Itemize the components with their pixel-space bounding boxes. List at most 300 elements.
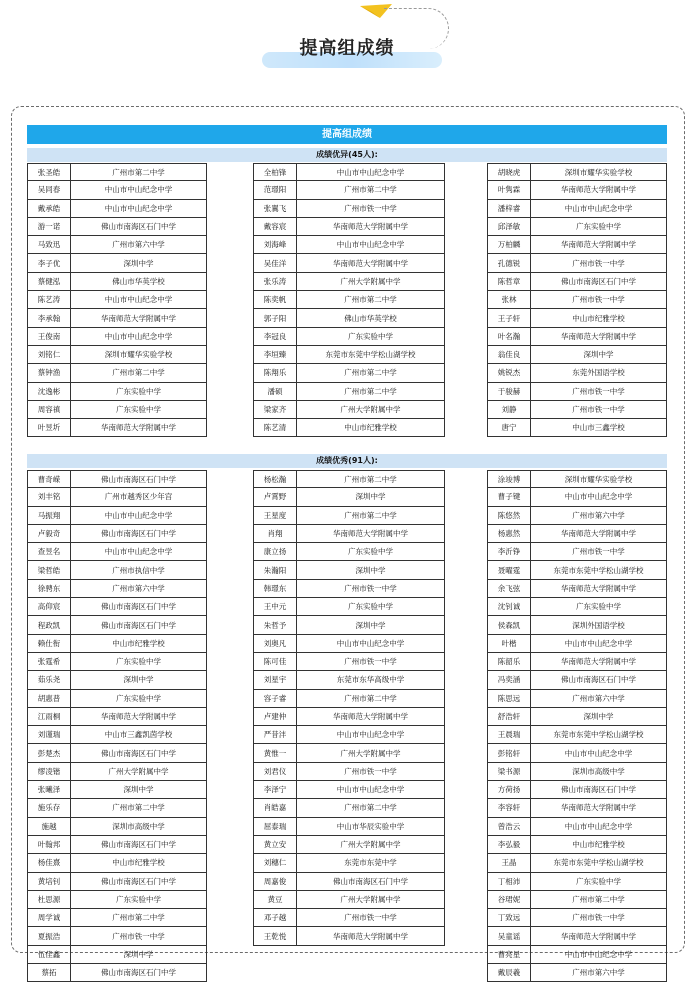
student-name: 李冠良 bbox=[254, 328, 297, 345]
student-name: 卢毅奇 bbox=[28, 525, 71, 542]
table-row bbox=[487, 561, 667, 579]
student-name: 李垣臻 bbox=[254, 346, 297, 363]
school-name: 中山市中山纪念中学 bbox=[336, 240, 405, 250]
student-name: 陈翔乐 bbox=[254, 364, 297, 381]
school-name: 华南师范大学附属中学 bbox=[561, 331, 636, 341]
table-row bbox=[487, 163, 667, 181]
school-name: 广东实验中学 bbox=[116, 405, 161, 414]
table-row bbox=[487, 254, 667, 272]
school-name: 广州市第六中学 bbox=[572, 510, 625, 520]
table-row bbox=[487, 635, 667, 653]
table-row bbox=[253, 671, 445, 689]
student-name: 沈钊诚 bbox=[488, 598, 531, 615]
school-name: 广东实验中学 bbox=[116, 693, 161, 703]
table-row bbox=[27, 818, 207, 836]
student-name: 韩璟东 bbox=[254, 580, 297, 597]
school-name: 深圳市高级中学 bbox=[112, 821, 165, 831]
table-row bbox=[27, 598, 207, 616]
table-row bbox=[27, 200, 207, 218]
school-name: 中山市中山纪念中学 bbox=[564, 821, 633, 831]
student-name: 王俊南 bbox=[28, 328, 71, 345]
student-name: 朱瀚阳 bbox=[254, 561, 297, 578]
table-row bbox=[27, 470, 207, 488]
school-name: 东莞市东华高级中学 bbox=[336, 675, 405, 685]
student-name: 赖仕衔 bbox=[28, 635, 71, 652]
table-row bbox=[253, 525, 445, 543]
student-name: 杨松瀚 bbox=[254, 471, 297, 487]
table-row bbox=[253, 488, 445, 506]
table-row bbox=[27, 927, 207, 945]
student-name: 于骏赫 bbox=[488, 383, 531, 400]
school-name: 广州大学附属中学 bbox=[340, 748, 401, 758]
table-row bbox=[487, 616, 667, 634]
student-name: 潘梓睿 bbox=[488, 200, 531, 217]
table-row bbox=[27, 291, 207, 309]
student-name: 梁书源 bbox=[488, 763, 531, 780]
school-name: 广州市铁一中学 bbox=[572, 386, 625, 396]
table-row bbox=[487, 507, 667, 525]
student-name: 梁哲皓 bbox=[28, 561, 71, 578]
student-name: 黄培钊 bbox=[28, 873, 71, 890]
table-row bbox=[253, 163, 445, 181]
school-name: 广州市铁一中学 bbox=[344, 913, 397, 923]
school-name: 华南师范大学附属中学 bbox=[561, 240, 636, 250]
student-name: 黄惟一 bbox=[254, 744, 297, 761]
table-row bbox=[253, 254, 445, 272]
school-name: 深圳外国语学校 bbox=[572, 620, 625, 630]
table-row bbox=[487, 236, 667, 254]
student-name: 伍佳鑫 bbox=[28, 946, 71, 963]
school-name: 广东实验中学 bbox=[348, 602, 393, 612]
student-name: 叶隽霖 bbox=[488, 181, 531, 198]
student-name: 侯森凯 bbox=[488, 616, 531, 633]
school-name: 中山市中山纪念中学 bbox=[104, 203, 173, 213]
table-row bbox=[253, 854, 445, 872]
table-row bbox=[253, 726, 445, 744]
table-row bbox=[253, 470, 445, 488]
school-name: 中山市中山纪念中学 bbox=[336, 730, 405, 740]
table-row bbox=[27, 507, 207, 525]
student-name: 刘星宇 bbox=[254, 671, 297, 688]
school-name: 佛山市南海区石门中学 bbox=[101, 748, 176, 758]
school-name: 广州市铁一中学 bbox=[344, 657, 397, 667]
student-name: 刘穗仁 bbox=[254, 854, 297, 871]
student-name: 刘奥凡 bbox=[254, 635, 297, 652]
school-name: 深圳市耀华实验学校 bbox=[104, 350, 173, 360]
table-row bbox=[487, 401, 667, 419]
table-row bbox=[27, 799, 207, 817]
results-column bbox=[487, 470, 667, 982]
school-name: 华南师范大学附属中学 bbox=[101, 423, 176, 433]
student-name: 黄豆 bbox=[254, 891, 297, 908]
student-name: 杨佳熹 bbox=[28, 854, 71, 871]
student-name: 戴辰羲 bbox=[488, 964, 531, 981]
student-name: 陈悠然 bbox=[488, 507, 531, 524]
table-row bbox=[27, 364, 207, 382]
school-name: 深圳中学 bbox=[123, 258, 154, 268]
table-row bbox=[487, 909, 667, 927]
school-name: 佛山市南海区石门中学 bbox=[101, 968, 176, 978]
table-row bbox=[253, 364, 445, 382]
school-name: 中山市纪雅学校 bbox=[572, 840, 625, 850]
school-name: 佛山市南海区石门中学 bbox=[561, 276, 636, 286]
school-name: 中山市纪雅学校 bbox=[572, 313, 625, 323]
table-row bbox=[487, 818, 667, 836]
school-name: 中山市中山纪念中学 bbox=[104, 547, 173, 557]
table-row bbox=[253, 781, 445, 799]
student-name: 王乾悦 bbox=[254, 927, 297, 944]
student-name: 曹奇嵘 bbox=[28, 471, 71, 487]
table-row bbox=[253, 309, 445, 327]
student-name: 刘静 bbox=[488, 401, 531, 418]
student-name: 王星度 bbox=[254, 507, 297, 524]
school-name: 广东实验中学 bbox=[116, 386, 161, 396]
student-name: 张曦泽 bbox=[28, 781, 71, 798]
student-name: 李沂铮 bbox=[488, 543, 531, 560]
student-name: 陈哲章 bbox=[488, 273, 531, 290]
results-column bbox=[253, 163, 445, 437]
school-name: 东莞外国语学校 bbox=[572, 368, 625, 378]
results-column bbox=[27, 470, 207, 982]
school-name: 中山市中山纪念中学 bbox=[104, 510, 173, 520]
table-row bbox=[27, 254, 207, 272]
student-name: 曹子键 bbox=[488, 488, 531, 505]
school-name: 广州市第二中学 bbox=[572, 894, 625, 904]
student-name: 朱哲予 bbox=[254, 616, 297, 633]
school-name: 佛山市南海区石门中学 bbox=[333, 876, 408, 886]
school-name: 广州市第六中学 bbox=[112, 240, 165, 250]
table-row bbox=[487, 488, 667, 506]
table-row bbox=[487, 346, 667, 364]
school-name: 广州市第二中学 bbox=[344, 510, 397, 520]
school-name: 佛山市南海区石门中学 bbox=[101, 876, 176, 886]
table-row bbox=[27, 163, 207, 181]
school-name: 中山市中山纪念中学 bbox=[336, 638, 405, 648]
student-name: 康立扬 bbox=[254, 543, 297, 560]
table-row bbox=[27, 616, 207, 634]
table-row bbox=[27, 401, 207, 419]
school-name: 华南师范大学附属中学 bbox=[561, 185, 636, 195]
table-row bbox=[487, 598, 667, 616]
student-name: 陈思远 bbox=[488, 690, 531, 707]
table-row bbox=[487, 543, 667, 561]
school-name: 广州市铁一中学 bbox=[572, 295, 625, 305]
student-name: 黄立安 bbox=[254, 836, 297, 853]
student-name: 卢霄野 bbox=[254, 488, 297, 505]
school-name: 广州市铁一中学 bbox=[112, 931, 165, 941]
table-row bbox=[487, 200, 667, 218]
student-name: 彭铭轩 bbox=[488, 744, 531, 761]
student-name: 严昔沣 bbox=[254, 726, 297, 743]
school-name: 佛山市华英学校 bbox=[344, 313, 397, 323]
table-row bbox=[253, 909, 445, 927]
table-row bbox=[253, 383, 445, 401]
student-name: 叶昱圻 bbox=[28, 419, 71, 436]
student-name: 游一诺 bbox=[28, 218, 71, 235]
school-name: 中山市中山纪念中学 bbox=[564, 949, 633, 959]
school-name: 华南师范大学附属中学 bbox=[561, 583, 636, 593]
school-name: 广州大学附属中学 bbox=[108, 766, 169, 776]
table-row bbox=[487, 726, 667, 744]
school-name: 东莞市东莞中学 bbox=[344, 858, 397, 868]
table-row bbox=[253, 200, 445, 218]
table-row bbox=[253, 218, 445, 236]
student-name: 徐骋东 bbox=[28, 580, 71, 597]
student-name: 屈泰瑞 bbox=[254, 818, 297, 835]
student-name: 高仰宸 bbox=[28, 598, 71, 615]
page-title: 提高组成绩 bbox=[299, 38, 395, 59]
school-name: 中山市中山纪念中学 bbox=[564, 638, 633, 648]
school-name: 广东实验中学 bbox=[116, 657, 161, 667]
table-row bbox=[487, 927, 667, 945]
table-row bbox=[253, 401, 445, 419]
table-row bbox=[27, 218, 207, 236]
student-name: 刘谨瑞 bbox=[28, 726, 71, 743]
student-name: 周嘉俊 bbox=[254, 873, 297, 890]
table-row bbox=[253, 328, 445, 346]
school-name: 广州市铁一中学 bbox=[572, 913, 625, 923]
school-name: 华南师范大学附属中学 bbox=[333, 529, 408, 539]
student-name: 周学诚 bbox=[28, 909, 71, 926]
student-name: 容子睿 bbox=[254, 690, 297, 707]
school-name: 深圳中学 bbox=[355, 492, 386, 502]
school-name: 中山市纪雅学校 bbox=[112, 638, 165, 648]
student-name: 李容轩 bbox=[488, 799, 531, 816]
table-row bbox=[27, 488, 207, 506]
student-name: 马致迅 bbox=[28, 236, 71, 253]
table-row bbox=[487, 854, 667, 872]
student-name: 姚锐杰 bbox=[488, 364, 531, 381]
school-name: 佛山市南海区石门中学 bbox=[101, 602, 176, 612]
student-name: 陈韶乐 bbox=[488, 653, 531, 670]
student-name: 舒浩轩 bbox=[488, 708, 531, 725]
student-name: 聂曜霆 bbox=[488, 561, 531, 578]
student-name: 张霆希 bbox=[28, 653, 71, 670]
table-row bbox=[27, 708, 207, 726]
school-name: 佛山市南海区石门中学 bbox=[101, 620, 176, 630]
school-name: 广州市第二中学 bbox=[344, 185, 397, 195]
school-name: 华南师范大学附属中学 bbox=[561, 931, 636, 941]
school-name: 佛山市南海区石门中学 bbox=[561, 785, 636, 795]
student-name: 叶楷 bbox=[488, 635, 531, 652]
student-name: 张圣皓 bbox=[28, 164, 71, 180]
student-name: 曹亮星 bbox=[488, 946, 531, 963]
results-column bbox=[487, 163, 667, 437]
school-name: 中山市中山纪念中学 bbox=[336, 785, 405, 795]
school-name: 广州市铁一中学 bbox=[344, 583, 397, 593]
student-name: 孔德锐 bbox=[488, 254, 531, 271]
school-name: 华南师范大学附属中学 bbox=[561, 803, 636, 813]
student-name: 胡晓虎 bbox=[488, 164, 531, 180]
student-name: 刘君仪 bbox=[254, 763, 297, 780]
student-name: 缪凌锴 bbox=[28, 763, 71, 780]
student-name: 江雨桐 bbox=[28, 708, 71, 725]
student-name: 郭子阳 bbox=[254, 309, 297, 326]
school-name: 深圳市耀华实验学校 bbox=[564, 474, 633, 484]
table-row bbox=[27, 383, 207, 401]
table-row bbox=[253, 346, 445, 364]
school-name: 东莞市东莞中学松山湖学校 bbox=[553, 565, 644, 575]
student-name: 陈艺涛 bbox=[28, 291, 71, 308]
table-row bbox=[487, 690, 667, 708]
table-row bbox=[253, 708, 445, 726]
table-row bbox=[27, 891, 207, 909]
student-name: 张乐涛 bbox=[254, 273, 297, 290]
table-row bbox=[27, 763, 207, 781]
table-row bbox=[487, 525, 667, 543]
student-name: 邓子越 bbox=[254, 909, 297, 926]
student-name: 蔡拓 bbox=[28, 964, 71, 981]
table-row bbox=[253, 891, 445, 909]
school-name: 中山市中山纪念中学 bbox=[564, 748, 633, 758]
school-name: 中山市中山纪念中学 bbox=[564, 492, 633, 502]
school-name: 华南师范大学附属中学 bbox=[101, 712, 176, 721]
table-row bbox=[27, 181, 207, 199]
student-name: 李泽宁 bbox=[254, 781, 297, 798]
school-name: 广州市第二中学 bbox=[344, 693, 397, 703]
table-row bbox=[487, 781, 667, 799]
school-name: 广东实验中学 bbox=[576, 602, 621, 612]
student-name: 翁佳良 bbox=[488, 346, 531, 363]
table-row bbox=[487, 273, 667, 291]
student-name: 戴承皓 bbox=[28, 200, 71, 217]
table-row bbox=[27, 744, 207, 762]
school-name: 广州市铁一中学 bbox=[572, 405, 625, 414]
student-name: 曾浩云 bbox=[488, 818, 531, 835]
school-name: 中山市纪雅学校 bbox=[112, 858, 165, 868]
table-row bbox=[487, 946, 667, 964]
table-row bbox=[487, 964, 667, 982]
student-name: 蔡钟渔 bbox=[28, 364, 71, 381]
student-name: 刘丰铭 bbox=[28, 488, 71, 505]
school-name: 中山市纪雅学校 bbox=[344, 423, 397, 433]
table-row bbox=[487, 836, 667, 854]
results-column bbox=[253, 470, 445, 946]
table-row bbox=[253, 561, 445, 579]
school-name: 深圳市耀华实验学校 bbox=[564, 167, 633, 177]
table-row bbox=[27, 964, 207, 982]
school-name: 广州市铁一中学 bbox=[344, 766, 397, 776]
student-name: 叶名瀚 bbox=[488, 328, 531, 345]
school-name: 东莞市东莞中学松山湖学校 bbox=[553, 730, 644, 740]
student-name: 杜思源 bbox=[28, 891, 71, 908]
school-name: 广州市第六中学 bbox=[112, 583, 165, 593]
student-name: 卢建仲 bbox=[254, 708, 297, 725]
table-row bbox=[487, 383, 667, 401]
student-name: 王子轩 bbox=[488, 309, 531, 326]
table-row bbox=[253, 873, 445, 891]
table-row bbox=[27, 854, 207, 872]
school-name: 佛山市南海区石门中学 bbox=[101, 222, 176, 232]
school-name: 深圳中学 bbox=[123, 675, 154, 685]
student-name: 肖翔 bbox=[254, 525, 297, 542]
student-name: 丁致远 bbox=[488, 909, 531, 926]
table-row bbox=[487, 708, 667, 726]
school-name: 广州市铁一中学 bbox=[344, 203, 397, 213]
school-name: 中山市三鑫学校 bbox=[572, 423, 625, 433]
results-column bbox=[27, 163, 207, 437]
student-name: 潘硕 bbox=[254, 383, 297, 400]
school-name: 广州市执信中学 bbox=[112, 565, 165, 575]
student-name: 叶翰邦 bbox=[28, 836, 71, 853]
student-name: 夏振浩 bbox=[28, 927, 71, 944]
table-row bbox=[27, 726, 207, 744]
student-name: 彭楚杰 bbox=[28, 744, 71, 761]
table-row bbox=[487, 218, 667, 236]
school-name: 佛山市南海区石门中学 bbox=[101, 840, 176, 850]
table-row bbox=[27, 836, 207, 854]
school-name: 广东实验中学 bbox=[576, 876, 621, 886]
student-name: 李承翰 bbox=[28, 309, 71, 326]
student-name: 王晶 bbox=[488, 854, 531, 871]
school-name: 深圳中学 bbox=[355, 620, 386, 630]
student-name: 张林 bbox=[488, 291, 531, 308]
school-name: 广州市铁一中学 bbox=[572, 547, 625, 557]
page-header bbox=[0, 0, 694, 100]
table-row bbox=[27, 781, 207, 799]
school-name: 东莞市东莞中学松山湖学校 bbox=[325, 350, 416, 360]
table-row bbox=[27, 946, 207, 964]
student-name: 王晨瑞 bbox=[488, 726, 531, 743]
student-name: 方荷扬 bbox=[488, 781, 531, 798]
student-name: 唐宁 bbox=[488, 419, 531, 436]
school-name: 佛山市南海区石门中学 bbox=[561, 675, 636, 685]
table-row bbox=[27, 309, 207, 327]
table-row bbox=[487, 291, 667, 309]
school-name: 广东实验中学 bbox=[348, 547, 393, 557]
table-row bbox=[27, 525, 207, 543]
student-name: 吴佳洋 bbox=[254, 254, 297, 271]
student-name: 陈可佳 bbox=[254, 653, 297, 670]
school-name: 广州市第六中学 bbox=[572, 968, 625, 978]
table-row bbox=[27, 346, 207, 364]
school-name: 中山市中山纪念中学 bbox=[336, 167, 405, 177]
table-row bbox=[27, 580, 207, 598]
table-row bbox=[27, 671, 207, 689]
student-name: 邱泽敏 bbox=[488, 218, 531, 235]
student-name: 茹乐尧 bbox=[28, 671, 71, 688]
school-name: 华南师范大学附属中学 bbox=[333, 712, 408, 721]
school-name: 广州大学附属中学 bbox=[340, 405, 401, 414]
student-name: 戴容宸 bbox=[254, 218, 297, 235]
table-row bbox=[253, 836, 445, 854]
student-name: 胡惠普 bbox=[28, 690, 71, 707]
school-name: 华南师范大学附属中学 bbox=[561, 529, 636, 539]
table-row bbox=[253, 616, 445, 634]
student-name: 蔡健泓 bbox=[28, 273, 71, 290]
table-row bbox=[487, 653, 667, 671]
school-name: 广州市第二中学 bbox=[112, 368, 165, 378]
student-name: 冯奕涵 bbox=[488, 671, 531, 688]
table-row bbox=[487, 873, 667, 891]
results-banner: 提高组成绩 bbox=[27, 125, 667, 144]
table-row bbox=[253, 635, 445, 653]
table-row bbox=[27, 873, 207, 891]
table-row bbox=[27, 653, 207, 671]
student-name: 查昱名 bbox=[28, 543, 71, 560]
table-row bbox=[487, 744, 667, 762]
school-name: 广东实验中学 bbox=[348, 331, 393, 341]
school-name: 深圳市高级中学 bbox=[572, 766, 625, 776]
table-row bbox=[487, 181, 667, 199]
section-heading-excellent: 成绩优异(45人): bbox=[27, 148, 667, 162]
school-name: 广东实验中学 bbox=[576, 222, 621, 232]
school-name: 中山市三鑫凯茵学校 bbox=[104, 730, 173, 740]
table-row bbox=[487, 419, 667, 437]
table-row bbox=[253, 543, 445, 561]
table-row bbox=[27, 273, 207, 291]
table-row bbox=[253, 927, 445, 945]
